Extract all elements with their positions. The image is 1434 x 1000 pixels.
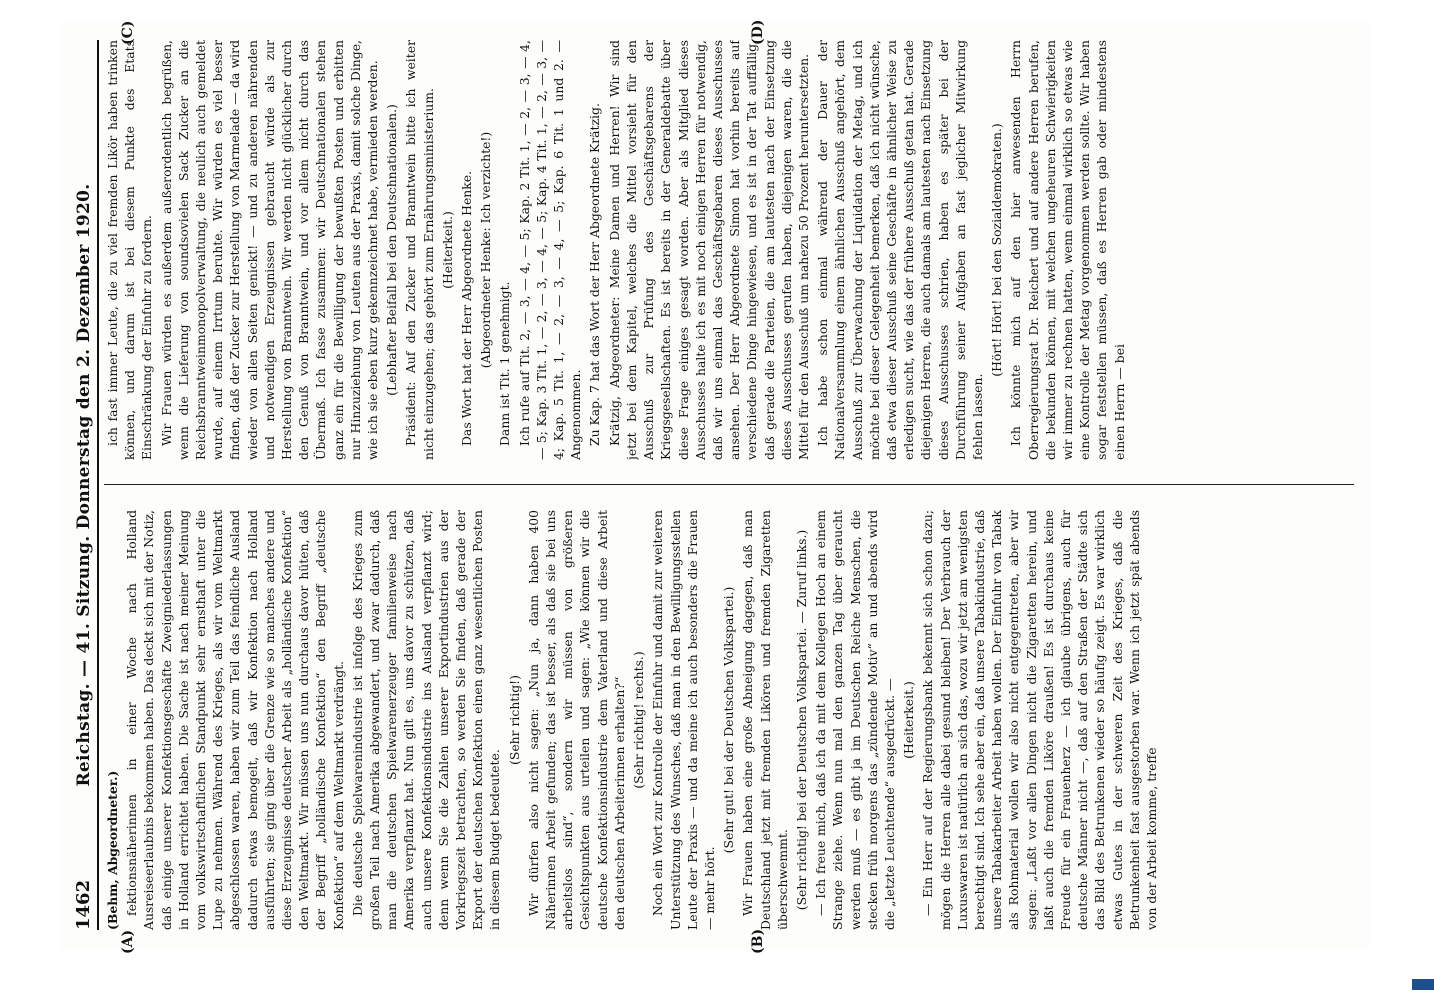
paragraph: Wir dürfen also nicht sagen: „Nun ja, dann haben 400 Näherinnen Arbeit gefunden; das ist besser, als daß sie bei uns arbeitslos sind“, sondern wir müssen von größeren Gesichtspunkten aus urteilen und sagen: „Wie können wir die deutsche Konfektionsindustrie dem Vaterland und diese Arbeit den deutschen Arbeiterinnen erhalten?“ xyxy=(525,510,627,930)
margin-mark-c: (C) xyxy=(120,20,136,45)
speaker-label: (Behm, Abgeordneter.) xyxy=(105,770,120,930)
interjection: (Hört! Hört! bei den Sozialdemokraten.) xyxy=(989,123,1005,377)
paragraph: Ich habe schon einmal während der Dauer der Nationalversammlung einem ähnlichen Ausschuß angehört, dem Ausschuß zur Überwachung der Liquidation der Metag, und ich möchte bei dieser Gelegenheit bemerken, daß ich nicht wünsche, daß etwa dieser Ausschuß seine Geschäfte in ähnlicher Weise zu erledigen sucht, wie das der frühere Ausschuß getan hat. Gerade diejenigen Herren, die auch damals am lautesten nach Einsetzung dieses Ausschusses schrien, haben es später bei der Durchführung seiner Aufgaben an fast jeglicher Mitwirkung fehlen lassen. xyxy=(815,40,985,460)
interjection: (Sehr gut! bei der Deutschen Volkspartei.) xyxy=(721,586,737,854)
margin-mark-a: (A) xyxy=(120,929,136,954)
scanned-page-wrapper xyxy=(60,19,1370,954)
paragraph: — Ich freue mich, daß ich da mit dem Kollegen Hoch an einem Strange ziehe. Wenn nun mal den ganzen Tag über geraucht werden muß — es gibt ja im Deutschen Reiche Menschen, die stecken früh morgens das „zündende Motiv“ an und abends wird die „letzte Leuchtende“ ausgedrückt. — xyxy=(813,510,897,930)
paragraph: Präsident: Auf den Zucker und Branntwein bitte ich weiter nicht einzugehen; das gehört zum Ernährungsministerium. xyxy=(403,40,436,460)
interjection: (Heiterkeit.) xyxy=(901,681,917,759)
interjection: (Sehr richtig!) xyxy=(506,675,522,765)
page-header xyxy=(64,40,99,930)
interjection: (Lebhafter Beifall bei den Deutschnationalen.) xyxy=(384,104,400,396)
paragraph: Ich rufe auf Tit. 2, — 3, — 4, — 5; Kap. 2 Tit. 1, — 2, — 3, — 4, — 5; Kap. 3 Tit. 1, — 2, — 3, — 4, — 5; Kap. 4 Tit. 1, — 2, — 3, — 4; Kap. 5 Tit. 1, — 2, — 3, — 4, — 5; Kap. 6 Tit. 1 und 2. — Angenommen. xyxy=(516,40,584,460)
digitization-credit xyxy=(1418,10,1432,990)
page-number: 1462 xyxy=(73,879,94,930)
paragraph: ich fast immer Leute, die zu viel fremden Likör haben trinken können, und darum ist bei diesem Punkte des Etats Einschränkung der Einfuhr zu fordern. xyxy=(105,40,155,460)
dfg-logo xyxy=(1412,979,1434,990)
paragraph: Ich könnte mich auf den hier anwesenden Herrn Oberregierungsrat Dr. Reichert und auf andere Herren berufen, die bekunden können, mit welchen ungeheuren Schwierigkeiten wir immer zu rechnen hatten, wenn einmal wirklich so etwas wie eine Kontrolle der Metag vorgenommen werden sollte. Wir haben sogar feststellen müssen, daß es Herren gab oder mindestens einen Herrn — bei xyxy=(1008,40,1127,460)
paragraph: — Ein Herr auf der Regierungsbank bekennt sich schon dazu; mögen die Herren alle dabei gesund bleiben! Der Verbrauch der Luxuswaren ist natürlich an sich das, wozu wir jetzt am wenigsten berechtigt sind. Ich sehe aber ein, daß unsere Tabakindustrie, daß unsere Tabakarbeiter Arbeit haben wollen. Der Einfuhr von Tabak als Rohmaterial wollen wir also nicht entgegentreten, aber wir sagen: „Laßt vor allen Dingen nicht die Zigaretten herein, und laßt auch die fremden Liköre draußen! Es ist durchaus keine Freude für ein Frauenherz — ich glaube übrigens, auch für deutsche Männer nicht —, daß auf den Straßen der Städte sich das Bild des Betrunkenen wieder so häufig zeigt. Es war wirklich etwas Gutes in der schweren Zeit des Krieges, daß die Betrunkenheit fast ausgestorben war. Wenn ich jetzt spät abends von der Arbeit komme, treffe xyxy=(920,510,1159,930)
column-divider xyxy=(104,484,1354,485)
interjection: (Sehr richtig! bei der Deutschen Volkspartei. — Zuruf links.) xyxy=(793,529,809,911)
paragraph: fektionsnäherinnen in einer Woche nach Holland Ausreiseerlaubnis bekommen haben. Das deckt sich mit der Notiz, daß einige unserer Konfektionsgeschäfte Zweigniederlassungen in Holland errichtet haben. Die Sache ist nach meiner Meinung vom volkswirtschaftlichen Standpunkt sehr ernsthaft unter die Lupe zu nehmen. Während des Krieges, als wir vom Weltmarkt abgeschlossen waren, haben wir zum Teil das feindliche Ausland dadurch etwas bemogelt, daß wir Konfektion nach Holland ausführten; sie ging über die Grenze wie so manches andere und diese Erzeugnisse deutscher Arbeit als „holländische Konfektion“ den Weltmarkt. Wir müssen uns nun durchaus davor hüten, daß der Begriff „holländische Konfektion“ den Begriff „deutsche Konfektion“ auf dem Weltmarkt verdrängt. xyxy=(124,510,346,930)
paragraph: Dann ist Tit. 1 genehmigt. xyxy=(497,281,513,446)
paragraph: Wir Frauen würden es außerdem außerordentlich begrüßen, wenn die Lieferung von soundsovielen Sack Zucker an die Reichsbranntweinmonopolverwaltung, die neulich auch gemeldet wurde, auf einem Irrtum beruhte. Wir würden es viel besser finden, daß der Zucker zur Herstellung von Marmelade — da wird wieder von allen Seiten genickt! — und zu anderen nährenden und notwendigen Erzeugnissen gebraucht würde als zur Herstellung von Branntwein. Wir werden nicht glücklicher durch den Genuß von Branntwein, und vor allem nicht durch das Übermaß. Ich fasse zusammen: wir Deutschnationalen stehen ganz ein für die Bewilligung der bewußten Posten und erbitten nur Hinzuziehung von Leuten aus der Praxis, damit solche Dinge, wie ich sie eben kurz gekennzeichnet habe, vermieden werden. xyxy=(158,40,381,460)
paragraph: Noch ein Wort zur Kontrolle der Einfuhr und damit zur weiteren Unterstützung des Wunsches, daß man in den Bewilligungsstellen Leute der Praxis — und da meine ich auch besonders die Frauen — mehr hört. xyxy=(650,510,717,930)
left-column xyxy=(104,510,1354,930)
interjection: (Abgeordneter Henke: Ich verzichte!) xyxy=(478,131,494,369)
interjection: (Sehr richtig! rechts.) xyxy=(631,651,647,789)
paragraph: Die deutsche Spielwarenindustrie ist infolge des Krieges zum großen Teil nach Amerika abgewandert, und zwar dadurch, daß man die deutschen Spielwarenerzeuger familienweise nach Amerika verpflanzt hat. Nun gilt es, uns davor zu schützen, daß auch unsere Konfektionsindustrie ins Ausland verpflanzt wird; denn wenn Sie die Zahlen unserer Exportindustrien aus der Vorkriegszeit betrachten, so werden Sie finden, daß gerade der Export der deutschen Konfektion einen ganz wesentlichen Posten in diesem Budget bedeutete. xyxy=(349,510,503,930)
paragraph: Zu Kap. 7 hat das Wort der Herr Abgeordnete Krätzig. xyxy=(587,103,603,446)
paragraph: Wir Frauen haben eine große Abneigung dagegen, daß man Deutschland jetzt mit fremden Likören und fremden Zigaretten überschwemmt. xyxy=(740,510,790,930)
paragraph: Das Wort hat der Herr Abgeordnete Henke. xyxy=(459,170,475,446)
paragraph: Krätzig, Abgeordneter: Meine Damen und Herren! Wir sind jetzt bei dem Kapitel, welches die Mittel vorsieht für den Ausschuß zur Prüfung des Geschäftsgebarens der Kriegsgesellschaften. Es ist bereits in der Generaldebatte über diese Frage einiges gesagt worden. Aber als Mitglied dieses Ausschusses halte ich es mit noch einigen Herren für notwendig, daß wir uns einmal das Geschäftsgebaren dieses Ausschusses ansehen. Der Herr Abgeordnete Simon hat vorhin bereits auf verschiedene Dinge hingewiesen, und es ist in der Tat auffällig, daß gerade die Parteien, die am lautesten nach der Einsetzung dieses Ausschusses gerufen haben, diejenigen waren, die die Mittel für den Ausschuß um nahezu 50 Prozent heruntersetzten. xyxy=(606,40,811,460)
document-page xyxy=(60,19,1370,954)
margin-mark-d: (D) xyxy=(750,19,766,45)
interjection: (Heiterkeit.) xyxy=(439,211,455,289)
page-title: Reichstag. — 41. Sitzung. Donnerstag den 2. Dezember 1920. xyxy=(74,183,94,787)
margin-mark-b: (B) xyxy=(750,928,766,954)
right-column xyxy=(104,40,1354,460)
